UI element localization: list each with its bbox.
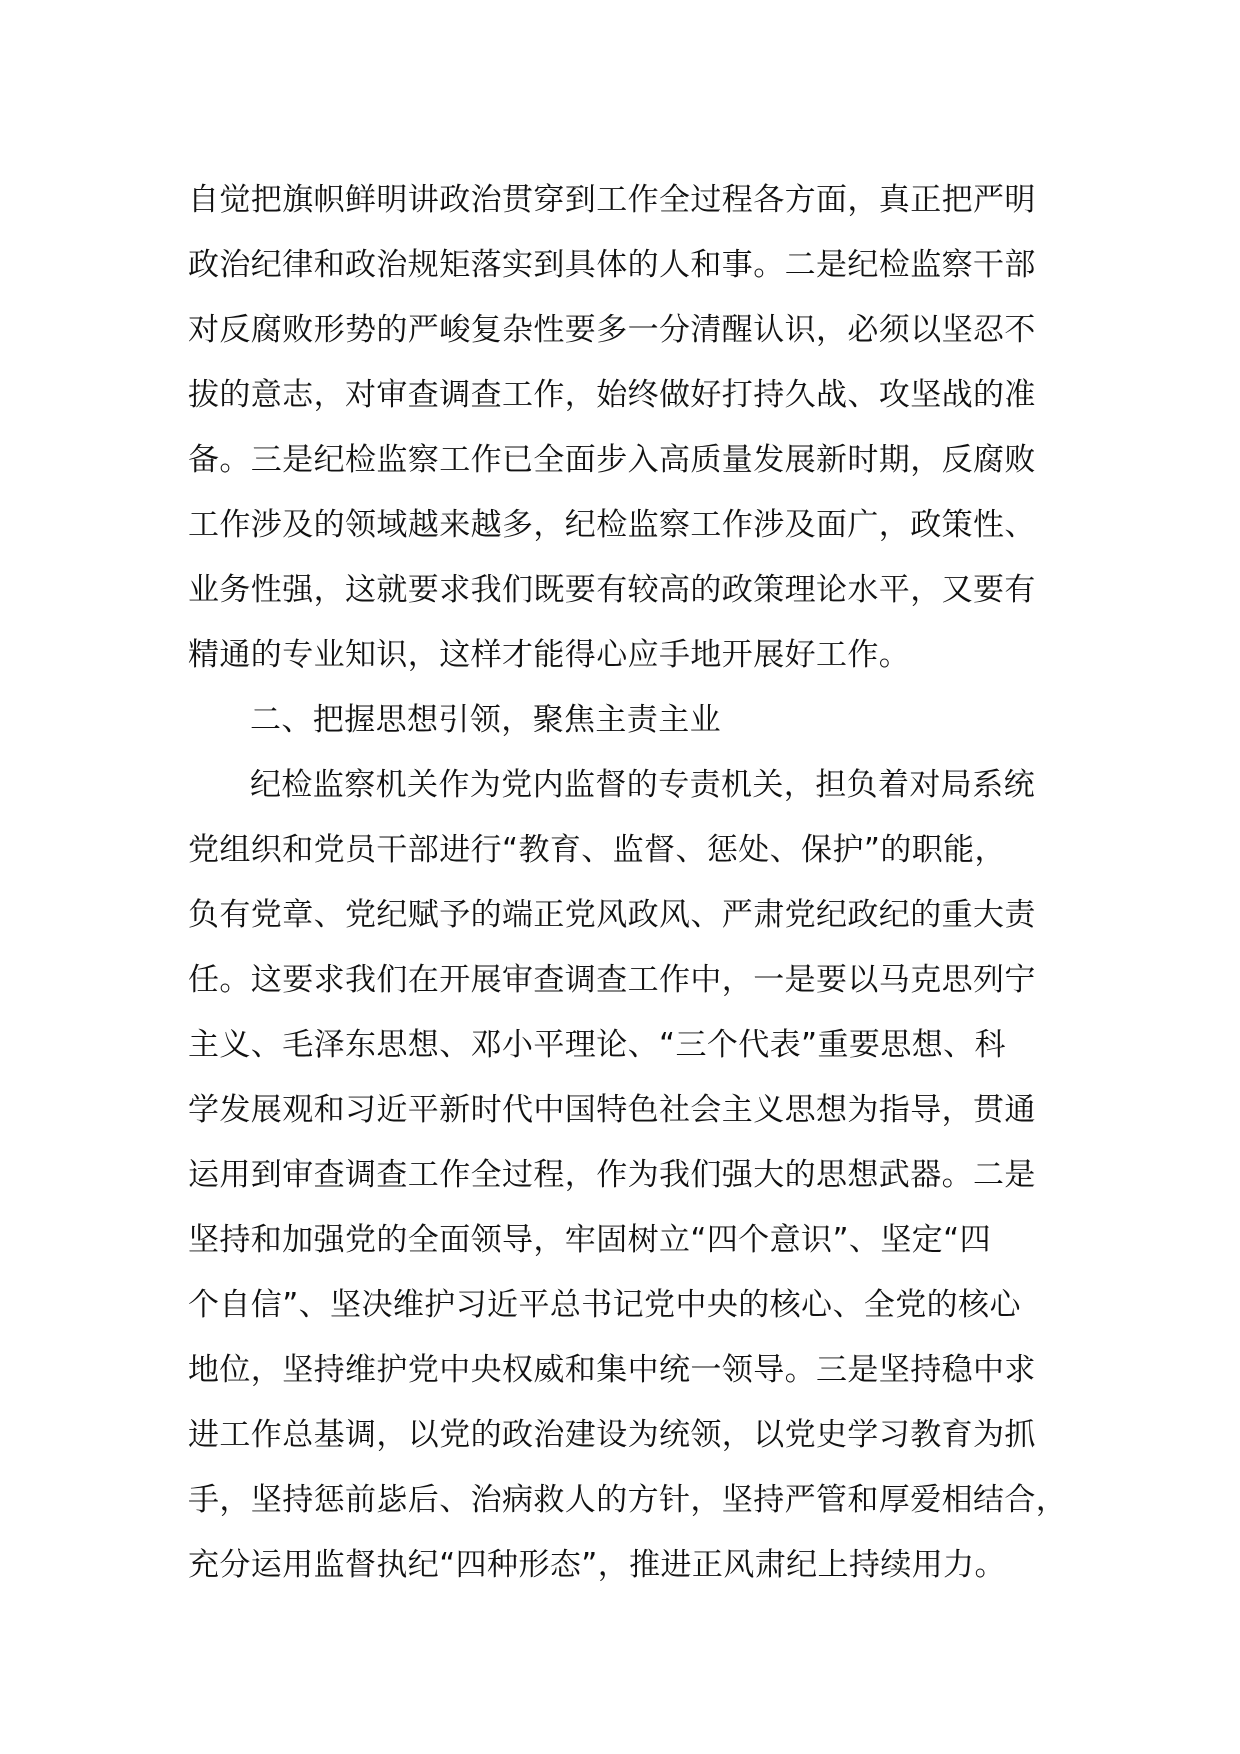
body-line: 进工作总基调，以党的政治建设为统领，以党史学习教育为抓 [188, 1417, 1036, 1453]
body-line: 个自信”、坚决维护习近平总书记党中央的核心、全党的核心 [188, 1287, 1021, 1323]
body-line: 党组织和党员干部进行“教育、监督、惩处、保护”的职能， [188, 832, 1006, 868]
body-line: 充分运用监督执纪“四种形态”，推进正风肃纪上持续用力。 [188, 1547, 1006, 1583]
body-line: 精通的专业知识，这样才能得心应手地开展好工作。 [188, 637, 911, 673]
body-line: 手，坚持惩前毖后、治病救人的方针，坚持严管和厚爱相结合， [188, 1482, 1068, 1518]
body-line: 学发展观和习近平新时代中国特色社会主义思想为指导，贯通 [188, 1092, 1036, 1128]
paragraph-first-line: 纪检监察机关作为党内监督的专责机关，担负着对局系统 [250, 767, 1035, 803]
body-line: 运用到审查调查工作全过程，作为我们强大的思想武器。二是 [188, 1157, 1036, 1193]
body-line: 拔的意志，对审查调查工作，始终做好打持久战、攻坚战的准 [188, 377, 1036, 413]
body-line: 坚持和加强党的全面领导，牢固树立“四个意识”、坚定“四 [188, 1222, 991, 1258]
body-line: 地位，坚持维护党中央权威和集中统一领导。三是坚持稳中求 [188, 1352, 1036, 1388]
body-line: 任。这要求我们在开展审查调查工作中，一是要以马克思列宁 [188, 962, 1036, 998]
body-line: 自觉把旗帜鲜明讲政治贯穿到工作全过程各方面，真正把严明 [188, 182, 1036, 218]
body-line: 对反腐败形势的严峻复杂性要多一分清醒认识，必须以坚忍不 [188, 312, 1036, 348]
body-line: 备。三是纪检监察工作已全面步入高质量发展新时期，反腐败 [188, 442, 1036, 478]
section-heading: 二、把握思想引领，聚焦主责主业 [250, 702, 721, 738]
document-body [188, 168, 1088, 1598]
body-line: 政治纪律和政治规矩落实到具体的人和事。二是纪检监察干部 [188, 247, 1036, 283]
body-line: 主义、毛泽东思想、邓小平理论、“三个代表”重要思想、科 [188, 1027, 1006, 1063]
body-line: 工作涉及的领域越来越多，纪检监察工作涉及面广，政策性、 [188, 507, 1036, 543]
body-line: 业务性强，这就要求我们既要有较高的政策理论水平，又要有 [188, 572, 1036, 608]
body-line: 负有党章、党纪赋予的端正党风政风、严肃党纪政纪的重大责 [188, 897, 1036, 933]
